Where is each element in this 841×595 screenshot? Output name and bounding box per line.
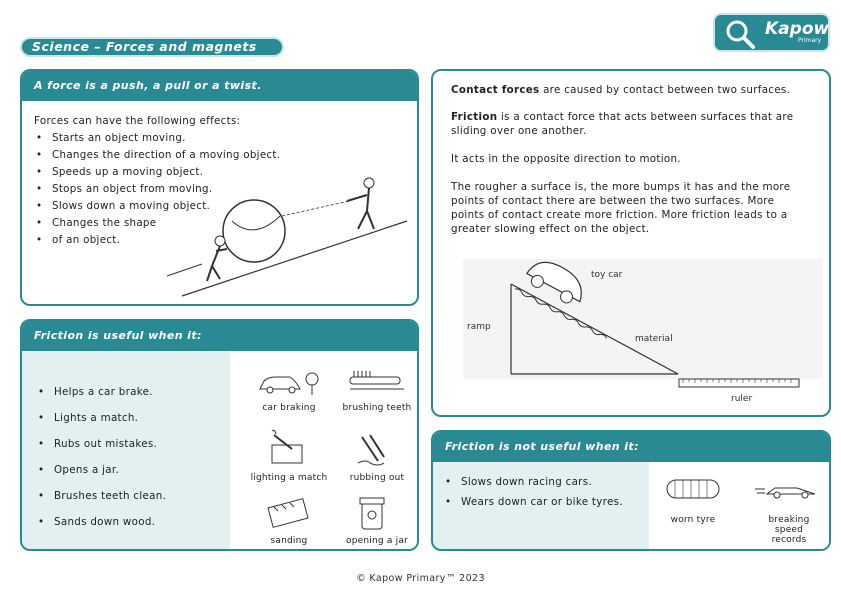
friction-useful-card bbox=[20, 319, 419, 551]
list-item: • Slows down a moving object. bbox=[34, 198, 405, 215]
caption-breaking-records: breaking speed records bbox=[768, 515, 810, 545]
friction-direction-text: It acts in the opposite direction to motion. bbox=[451, 153, 681, 165]
roughness-text: The rougher a surface is, the more bumps it has and the more points of contact there are between the two surfaces. More points of contact create more friction. More friction leads to a greater slowing effect on the object. bbox=[451, 181, 791, 235]
svg-text:material: material bbox=[635, 334, 673, 344]
list-item: • Wears down car or bike tyres. bbox=[443, 492, 643, 512]
list-item: • Lights a match. bbox=[36, 405, 166, 431]
friction-not-useful-card bbox=[431, 430, 831, 551]
list-item: • Starts an object moving. bbox=[34, 130, 405, 147]
logo-sub: Primary bbox=[798, 37, 822, 44]
svg-text:ruler: ruler bbox=[731, 394, 753, 404]
list-item: • Helps a car brake. bbox=[36, 379, 166, 405]
forces-heading: A force is a push, a pull or a twist. bbox=[22, 71, 417, 101]
logo-word: Kapow bbox=[765, 19, 830, 39]
list-item: • Changes the shape bbox=[34, 215, 405, 232]
match-icon bbox=[262, 429, 312, 469]
list-item-continued: • of an object. bbox=[34, 232, 405, 249]
contact-forces-term: Contact forces bbox=[451, 84, 540, 96]
toothbrush-icon bbox=[342, 367, 412, 397]
svg-text:ramp: ramp bbox=[467, 322, 491, 332]
contact-forces-card bbox=[431, 69, 831, 417]
page-title: Science – Forces and magnets bbox=[20, 37, 284, 57]
list-item: • Rubs out mistakes. bbox=[36, 431, 166, 457]
forces-card bbox=[20, 69, 419, 306]
footer-copyright: © Kapow Primary™ 2023 bbox=[356, 573, 485, 584]
forces-intro: Forces can have the following effects: bbox=[34, 115, 241, 127]
friction-not-useful-gallery bbox=[649, 462, 831, 551]
list-item: • Changes the direction of a moving object. bbox=[34, 147, 405, 164]
car-braking-icon bbox=[254, 367, 324, 397]
racing-car-icon bbox=[753, 480, 819, 500]
caption-car-braking: car braking bbox=[262, 403, 316, 413]
caption-rubbing-out: rubbing out bbox=[349, 473, 405, 483]
friction-def: is a contact force that acts between surfaces that are sliding over one another. bbox=[451, 111, 794, 137]
friction-useful-gallery bbox=[230, 351, 419, 551]
friction-term: Friction bbox=[451, 111, 498, 123]
friction-not-useful-heading: Friction is not useful when it: bbox=[433, 432, 829, 462]
list-item: • Stops an object from moving. bbox=[34, 181, 405, 198]
friction-useful-list bbox=[36, 379, 166, 535]
caption-opening-jar: opening a jar bbox=[346, 536, 408, 546]
ramp-diagram bbox=[463, 259, 823, 404]
caption-worn-tyre: worn tyre bbox=[670, 515, 716, 525]
list-item: • Sands down wood. bbox=[36, 509, 166, 535]
list-item: • Brushes teeth clean. bbox=[36, 483, 166, 509]
friction-not-useful-list bbox=[443, 472, 643, 512]
friction-useful-heading: Friction is useful when it: bbox=[22, 321, 417, 351]
jar-icon bbox=[352, 493, 392, 533]
eraser-icon bbox=[348, 431, 398, 471]
contact-forces-def: are caused by contact between two surfaces. bbox=[539, 84, 791, 96]
caption-brushing-teeth: brushing teeth bbox=[342, 403, 412, 413]
push-pull-ball-illustration bbox=[162, 171, 412, 301]
list-item: • Speeds up a moving object. bbox=[34, 164, 405, 181]
caption-lighting-match: lighting a match bbox=[250, 473, 328, 483]
kapow-logo bbox=[713, 13, 830, 52]
sanding-icon bbox=[260, 493, 316, 533]
svg-text:toy car: toy car bbox=[591, 270, 623, 280]
caption-sanding: sanding bbox=[270, 536, 308, 546]
list-item: • Slows down racing cars. bbox=[443, 472, 643, 492]
magnifier-icon bbox=[723, 19, 763, 51]
worn-tyre-icon bbox=[663, 476, 723, 502]
list-item: • Opens a jar. bbox=[36, 457, 166, 483]
